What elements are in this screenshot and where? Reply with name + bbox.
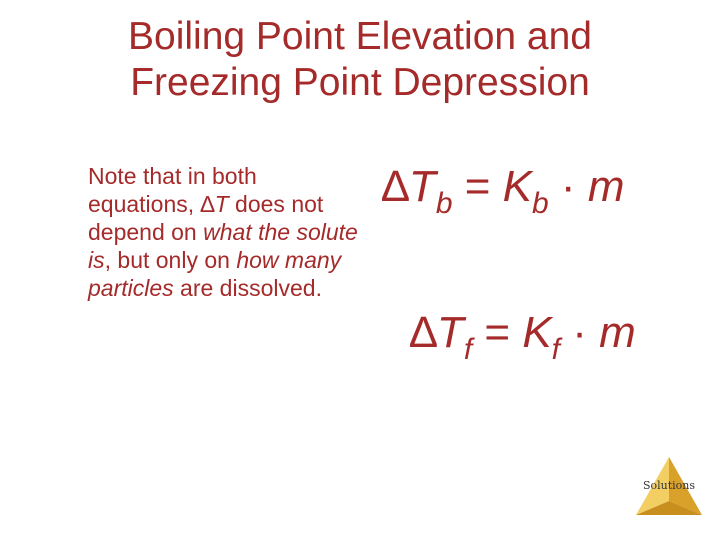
note-text-4: are dissolved. [173, 275, 322, 301]
slide-title [0, 14, 720, 106]
eq1-T: T [408, 162, 436, 211]
note-T: T [214, 191, 229, 217]
note-text-2: does not depend on [88, 191, 324, 245]
eq2-delta: ∆ [410, 308, 437, 357]
eq1-equals: = [452, 162, 503, 211]
eq1-delta: ∆ [382, 162, 409, 211]
eq1-sub: b [435, 187, 453, 220]
note-paragraph [88, 162, 358, 302]
note-howmany: how many particles [88, 247, 342, 301]
boiling-equation [382, 162, 625, 220]
freezing-equation [410, 308, 636, 366]
solutions-label: Solutions [642, 479, 696, 492]
note-delta: ∆ [200, 191, 215, 217]
eq2-m: m [599, 308, 636, 357]
eq2-equals: = [472, 308, 523, 357]
note-what: what the solute is [88, 219, 358, 273]
eq1-ksub: b [532, 187, 549, 220]
eq1-m: m [587, 162, 625, 211]
title-line-2: Freezing Point Depression [130, 61, 590, 104]
eq2-ksub: f [551, 333, 561, 366]
eq1-dot: · [548, 162, 588, 211]
title-line-1: Boiling Point Elevation and [128, 15, 592, 58]
eq1-K: K [502, 162, 533, 211]
eq2-T: T [436, 308, 464, 357]
note-text-1: Note that in both equations, [88, 163, 257, 217]
eq2-sub: f [463, 333, 473, 366]
eq2-dot: · [560, 308, 600, 357]
eq2-K: K [522, 308, 552, 357]
solutions-nav-button[interactable] [634, 455, 704, 519]
note-text-3: , but only on [104, 247, 237, 273]
